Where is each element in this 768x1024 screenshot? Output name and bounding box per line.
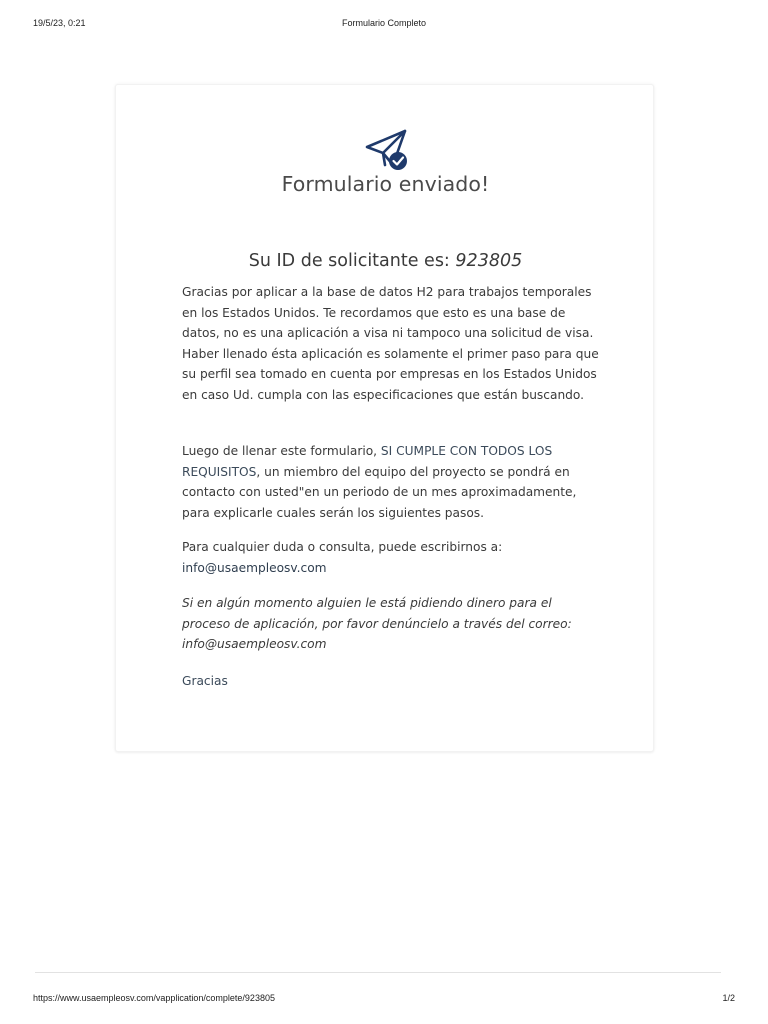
print-footer-page-number: 1/2 — [722, 993, 735, 1003]
next-steps-intro: Luego de llenar este formulario, — [182, 444, 381, 458]
contact-paragraph — [182, 537, 600, 578]
print-footer-url: https://www.usaempleosv.com/vapplication/complete/923805 — [33, 993, 275, 1003]
closing-text: Gracias — [182, 674, 228, 688]
print-header-title: Formulario Completo — [341, 18, 427, 28]
thanks-paragraph: Gracias por aplicar a la base de datos H2 para trabajos temporales en los Estados Unidos. Te recordamos que esto es una base de datos, no es una aplicación a visa ni tampoco una solicitud de visa. Haber llenado ésta aplicación es solamente el primer paso para que su perfil sea tomado en cuenta por empresas en los Estados Unidos en caso Ud. cumpla con las especificaciones que están buscando. — [182, 285, 599, 402]
next-steps-rest: , un miembro del equipo del proyecto se pondrá en contacto con usted"en un periodo de un mes aproximadamente, para explicarle cuales serán los siguientes pasos. — [182, 464, 577, 520]
contact-text: Para cualquier duda o consulta, puede escribirnos a: — [182, 540, 503, 554]
print-header-datetime: 19/5/23, 0:21 — [33, 18, 86, 28]
confirmation-card — [115, 84, 654, 752]
footer-divider — [35, 972, 721, 973]
contact-email-link[interactable]: info@usaempleosv.com — [182, 560, 327, 575]
applicant-id-value: 923805 — [455, 251, 523, 271]
applicant-id-label: Su ID de solicitante es: — [248, 251, 450, 271]
applicant-id-heading — [116, 251, 655, 271]
form-sent-title: Formulario enviado! — [281, 172, 490, 196]
requirements-highlight: SI CUMPLE CON TODOS LOS REQUISITOS — [182, 444, 553, 479]
next-steps-paragraph — [182, 441, 600, 523]
paper-plane-check-icon — [363, 127, 411, 173]
fraud-warning-paragraph: Si en algún momento alguien le está pidiendo dinero para el proceso de aplicación, por favor denúncielo a través del correo: info@usaempleosv.com — [182, 596, 572, 652]
